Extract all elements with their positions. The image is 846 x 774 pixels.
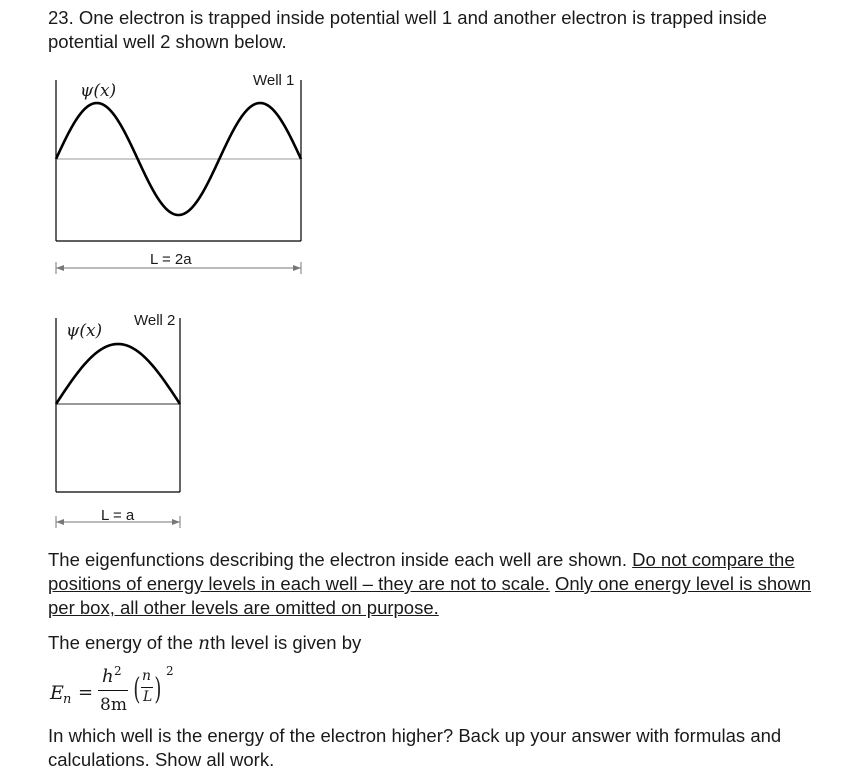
paragraph-underline-3: Only one energy level is shown (554, 573, 812, 594)
well-2-wavefunction (56, 344, 180, 404)
energy-intro-var: n (198, 633, 211, 654)
formula-frac-n: n (142, 668, 152, 684)
energy-formula (48, 664, 248, 720)
well-2-length-label: L = a (101, 507, 135, 524)
closing-line-1: In which well is the energy of the electron higher? Back up your answer with formulas and (48, 725, 782, 746)
question-line-2: potential well 2 shown below. (48, 31, 287, 52)
formula-E: E (50, 682, 64, 704)
formula-outer-exp: 2 (166, 664, 174, 678)
well-1-psi-label: ψ(x) (80, 81, 117, 101)
well-1-diagram (0, 60, 846, 290)
well-1-arrowhead-left (56, 265, 64, 271)
paragraph-underline-2: positions of energy levels in each well – they are not to scale. (48, 573, 550, 594)
formula-numerator: h (102, 666, 114, 687)
formula-paren-right: ) (154, 672, 162, 707)
formula-numerator-exp: 2 (114, 664, 122, 678)
formula-inner-fraction-bar (141, 687, 153, 688)
paragraph-line-1 (48, 548, 828, 572)
energy-intro-before: The energy of the (48, 632, 199, 653)
well-1-arrowhead-right (293, 265, 301, 271)
well-1-title: Well 1 (253, 72, 295, 89)
well-2-psi-label: ψ(x) (66, 321, 103, 341)
paragraph-lead: The eigenfunctions describing the electron inside each well are shown. (48, 549, 627, 570)
energy-intro (48, 631, 361, 656)
paragraph-underline-4: per box, all other levels are omitted on purpose. (48, 597, 439, 618)
well-2-title: Well 2 (134, 312, 176, 329)
formula-equals: = (78, 682, 94, 703)
energy-intro-after: th level is given by (210, 632, 362, 653)
formula-frac-L: L (143, 689, 153, 705)
well-2-arrowhead-right (172, 519, 180, 525)
formula-fraction-bar (98, 690, 128, 691)
question-line-1: 23. One electron is trapped inside potential well 1 and another electron is trapped inside (48, 7, 767, 28)
formula-E-sub: n (63, 692, 72, 707)
paragraph-line-3 (48, 596, 828, 620)
closing-line-2: calculations. Show all work. (48, 749, 275, 770)
well-2-diagram (0, 300, 846, 540)
well-1-length-label: L = 2a (150, 251, 192, 268)
paragraph-line-2 (48, 572, 828, 596)
formula-paren-left: ( (133, 672, 141, 707)
formula-denominator: 8m (100, 695, 127, 715)
paragraph-underline-1: Do not compare the (632, 549, 795, 570)
eigenfunction-paragraph (48, 548, 828, 620)
well-2-arrowhead-left (56, 519, 64, 525)
